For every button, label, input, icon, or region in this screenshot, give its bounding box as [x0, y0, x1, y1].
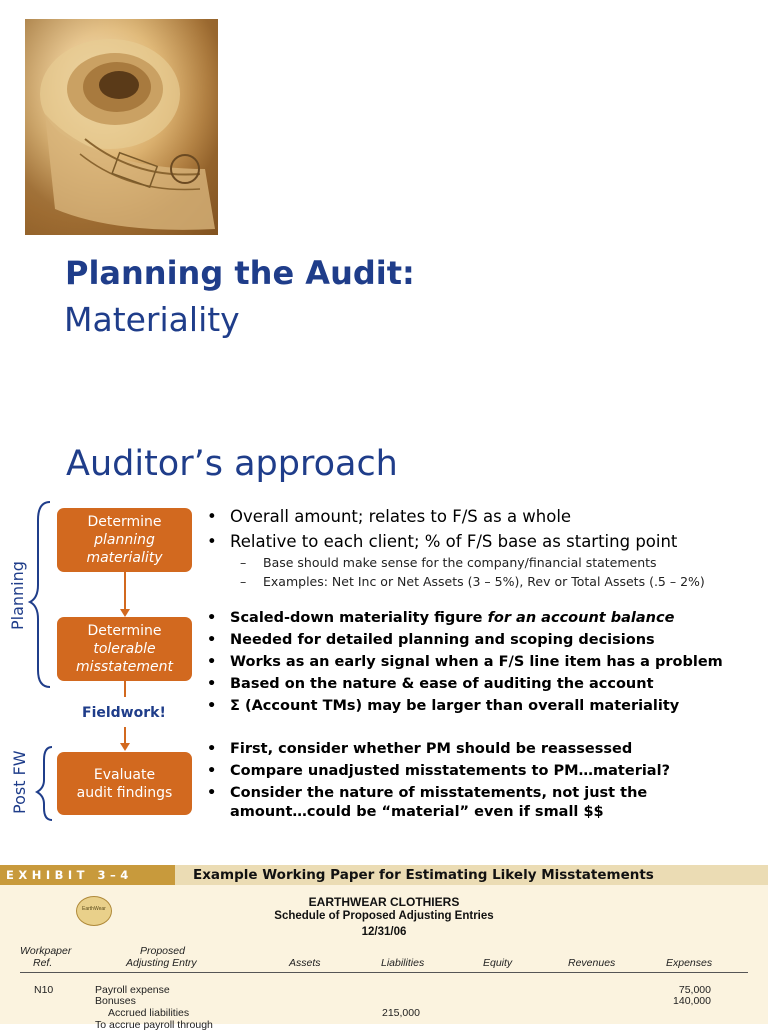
box-line: misstatement — [76, 659, 173, 675]
schedule-title: Schedule of Proposed Adjusting Entries — [274, 910, 494, 922]
row-entry: Accrued liabilities — [108, 1007, 190, 1019]
box-line: planning — [94, 532, 155, 548]
bullet-item: • Scaled-down materiality figure for an account balance — [207, 610, 675, 626]
arrow-down-icon — [120, 743, 130, 751]
header-revenues: Revenues — [568, 957, 616, 969]
bullet-item: • Works as an early signal when a F/S line item has a problem — [207, 654, 723, 670]
box-line: Evaluate — [93, 766, 156, 783]
slide-subtitle: Materiality — [64, 300, 240, 339]
exhibit-title: Example Working Paper for Estimating Likely Misstatements — [193, 867, 654, 883]
bullet-continuation: amount…could be “material” even if small $$ — [230, 804, 604, 820]
evaluate-audit-findings-box — [57, 752, 192, 815]
bullet-item: • Overall amount; relates to F/S as a whole — [207, 507, 572, 526]
box-line: tolerable — [93, 641, 156, 657]
header-rule — [20, 972, 748, 973]
sub-bullet-item: – Base should make sense for the company/financial statements — [240, 555, 657, 570]
bullet-item: • Compare unadjusted misstatements to PM…material? — [207, 763, 670, 779]
money-roll-image — [25, 19, 218, 235]
row-ref: N10 — [34, 984, 54, 996]
post-fw-brace — [37, 747, 52, 820]
header-ref: Ref. — [33, 957, 53, 969]
header-expenses: Expenses — [666, 957, 713, 969]
box-line: Determine — [87, 623, 162, 639]
sub-bullet-item: – Examples: Net Inc or Net Assets (3 – 5%), Rev or Total Assets (.5 – 2%) — [240, 574, 705, 589]
header-liabilities: Liabilities — [381, 957, 425, 969]
exhibit-working-paper: EXHIBIT 3–4 Example Working Paper for Estimating Likely Misstatements EarthWear EARTHWEAR CLOTHIERS Schedule of Proposed Adjusting Entries 12/31/06 Workpaper Ref. Proposed Adjusting Entry Assets Liabilities Equity Revenues Expenses N10 Payroll expense 75,000 Bonuses 140,000 Accrued liabilities 215,000 To accrue payroll through — [0, 865, 768, 1024]
row-entry: Payroll expense — [95, 984, 170, 996]
arrow-down-icon — [120, 609, 130, 617]
planning-brace — [30, 502, 50, 687]
box-line: Determine — [87, 514, 162, 530]
row-liabilities: 215,000 — [382, 1007, 420, 1019]
exhibit-label: EXHIBIT 3–4 — [6, 868, 133, 882]
bullet-item: • Relative to each client; % of F/S base as starting point — [207, 532, 678, 551]
determine-tolerable-misstatement-box — [57, 617, 192, 681]
slide-title: Planning the Audit: — [65, 254, 415, 292]
box-line: materiality — [86, 550, 163, 566]
row-entry: Bonuses — [95, 995, 136, 1007]
determine-planning-materiality-box — [57, 508, 192, 572]
header-equity: Equity — [483, 957, 513, 969]
section-title: Auditor’s approach — [66, 444, 398, 484]
post-fw-label: Post FW — [10, 750, 29, 814]
fieldwork-label: Fieldwork! — [82, 705, 166, 721]
planning-label: Planning — [8, 561, 27, 630]
box-line: audit findings — [76, 784, 173, 801]
bullet-item: • Needed for detailed planning and scoping decisions — [207, 632, 655, 648]
exhibit-title-bar — [175, 865, 768, 885]
header-assets: Assets — [289, 957, 321, 969]
row-entry: To accrue payroll through — [95, 1019, 213, 1031]
header-proposed: Proposed — [140, 945, 185, 957]
company-name: EARTHWEAR CLOTHIERS — [308, 895, 460, 909]
bullet-item: • Consider the nature of misstatements, not just the — [207, 785, 648, 801]
header-workpaper: Workpaper — [20, 945, 72, 957]
earthwear-logo: EarthWear — [76, 896, 112, 926]
bullet-item: • First, consider whether PM should be reassessed — [207, 741, 633, 757]
schedule-date: 12/31/06 — [361, 926, 407, 938]
bullet-item: • Σ (Account TMs) may be larger than overall materiality — [207, 698, 680, 714]
header-adjusting-entry: Adjusting Entry — [126, 957, 197, 969]
bullet-item: • Based on the nature & ease of auditing the account — [207, 676, 654, 692]
